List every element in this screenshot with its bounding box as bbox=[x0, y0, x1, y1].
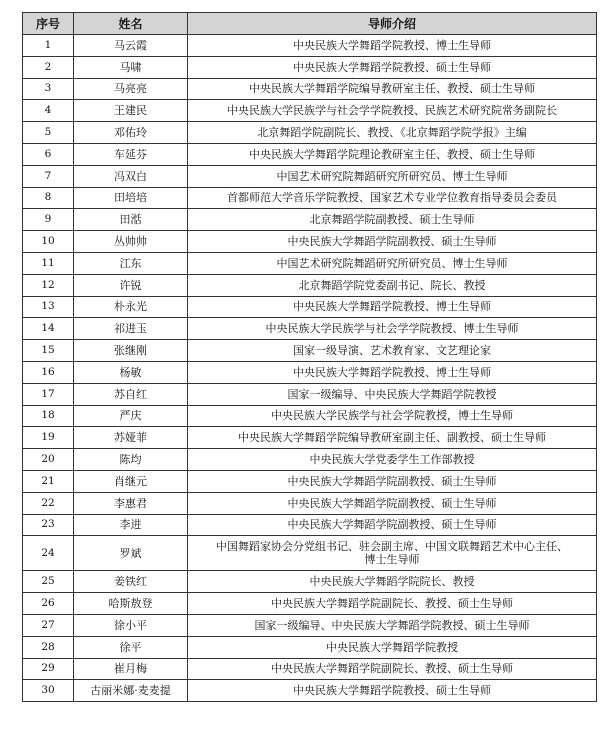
mentor-intro: 中央民族大学舞蹈学院教授、博士生导师 bbox=[188, 361, 597, 383]
mentor-intro-line: 中国舞蹈家协会分党组书记、驻会副主席、中国文联舞蹈艺术中心主任、 bbox=[216, 540, 568, 554]
table-row bbox=[23, 35, 597, 57]
mentor-intro: 中国艺术研究院舞蹈研究所研究员、博士生导师 bbox=[188, 252, 597, 274]
mentor-intro: 中央民族大学舞蹈学院教授、硕士生导师 bbox=[188, 56, 597, 78]
mentor-intro bbox=[188, 536, 597, 571]
mentor-name: 张继刚 bbox=[74, 340, 188, 362]
table-row bbox=[23, 296, 597, 318]
mentor-name: 李惠君 bbox=[74, 492, 188, 514]
table-row bbox=[23, 470, 597, 492]
mentor-intro: 中央民族大学舞蹈学院教授、硕士生导师 bbox=[188, 680, 597, 702]
mentor-intro: 北京舞蹈学院副院长、教授、《北京舞蹈学院学报》主编 bbox=[188, 122, 597, 144]
row-number: 9 bbox=[23, 209, 74, 231]
mentor-name: 严庆 bbox=[74, 405, 188, 427]
row-number: 26 bbox=[23, 593, 74, 615]
table-row bbox=[23, 318, 597, 340]
mentor-name: 朴永光 bbox=[74, 296, 188, 318]
table-row bbox=[23, 492, 597, 514]
row-number: 15 bbox=[23, 340, 74, 362]
mentor-name: 江东 bbox=[74, 252, 188, 274]
mentor-table bbox=[22, 12, 597, 702]
table-row bbox=[23, 405, 597, 427]
row-number: 24 bbox=[23, 536, 74, 571]
table-row bbox=[23, 165, 597, 187]
mentor-intro: 中央民族大学舞蹈学院编导教研室副主任、副教授、硕士生导师 bbox=[188, 427, 597, 449]
mentor-intro: 国家一级导演、艺术教育家、文艺理论家 bbox=[188, 340, 597, 362]
mentor-intro: 国家一级编导、中央民族大学舞蹈学院教授 bbox=[188, 383, 597, 405]
mentor-intro: 中央民族大学舞蹈学院教授、博士生导师 bbox=[188, 296, 597, 318]
mentor-name: 田培培 bbox=[74, 187, 188, 209]
mentor-name: 罗斌 bbox=[74, 536, 188, 571]
table-row bbox=[23, 680, 597, 702]
mentor-name: 徐平 bbox=[74, 636, 188, 658]
row-number: 13 bbox=[23, 296, 74, 318]
mentor-name: 陈均 bbox=[74, 449, 188, 471]
mentor-name: 古丽米娜·麦麦提 bbox=[74, 680, 188, 702]
mentor-name: 邓佑玲 bbox=[74, 122, 188, 144]
mentor-intro: 中央民族大学舞蹈学院副院长、教授、硕士生导师 bbox=[188, 593, 597, 615]
mentor-name: 杨敏 bbox=[74, 361, 188, 383]
table-row bbox=[23, 658, 597, 680]
mentor-intro: 中央民族大学民族学与社会学学院教授、民族艺术研究院常务副院长 bbox=[188, 100, 597, 122]
table-row bbox=[23, 636, 597, 658]
mentor-intro: 中央民族大学舞蹈学院副教授、硕士生导师 bbox=[188, 231, 597, 253]
mentor-intro: 国家一级编导、中央民族大学舞蹈学院教授、硕士生导师 bbox=[188, 614, 597, 636]
mentor-intro-line: 博士生导师 bbox=[364, 553, 420, 567]
row-number: 20 bbox=[23, 449, 74, 471]
mentor-intro: 中央民族大学民族学与社会学院教授，博士生导师 bbox=[188, 405, 597, 427]
mentor-name: 徐小平 bbox=[74, 614, 188, 636]
row-number: 3 bbox=[23, 78, 74, 100]
table-row bbox=[23, 122, 597, 144]
row-number: 12 bbox=[23, 274, 74, 296]
table-row bbox=[23, 340, 597, 362]
row-number: 25 bbox=[23, 571, 74, 593]
mentor-name: 马云霞 bbox=[74, 35, 188, 57]
row-number: 8 bbox=[23, 187, 74, 209]
mentor-name: 祁进玉 bbox=[74, 318, 188, 340]
row-number: 10 bbox=[23, 231, 74, 253]
table-row bbox=[23, 143, 597, 165]
mentor-name: 肖继元 bbox=[74, 470, 188, 492]
row-number: 16 bbox=[23, 361, 74, 383]
header-number: 序号 bbox=[23, 13, 74, 35]
mentor-name: 苏自红 bbox=[74, 383, 188, 405]
mentor-name: 马啸 bbox=[74, 56, 188, 78]
table-row bbox=[23, 209, 597, 231]
mentor-intro: 北京舞蹈学院党委副书记、院长、教授 bbox=[188, 274, 597, 296]
row-number: 17 bbox=[23, 383, 74, 405]
row-number: 7 bbox=[23, 165, 74, 187]
row-number: 22 bbox=[23, 492, 74, 514]
header-introduction: 导师介绍 bbox=[188, 13, 597, 35]
mentor-intro: 北京舞蹈学院副教授、硕士生导师 bbox=[188, 209, 597, 231]
table-row bbox=[23, 614, 597, 636]
table-row bbox=[23, 274, 597, 296]
mentor-name: 苏娅菲 bbox=[74, 427, 188, 449]
table-row bbox=[23, 571, 597, 593]
row-number: 23 bbox=[23, 514, 74, 536]
mentor-intro: 中央民族大学舞蹈学院编导教研室主任、教授、硕士生导师 bbox=[188, 78, 597, 100]
table-row bbox=[23, 383, 597, 405]
row-number: 30 bbox=[23, 680, 74, 702]
row-number: 1 bbox=[23, 35, 74, 57]
mentor-table-container bbox=[22, 12, 596, 702]
mentor-intro: 中央民族大学舞蹈学院副教授、硕士生导师 bbox=[188, 492, 597, 514]
row-number: 29 bbox=[23, 658, 74, 680]
table-row bbox=[23, 449, 597, 471]
mentor-name: 哈斯敖登 bbox=[74, 593, 188, 615]
table-row bbox=[23, 361, 597, 383]
mentor-name: 冯双白 bbox=[74, 165, 188, 187]
table-row bbox=[23, 514, 597, 536]
row-number: 2 bbox=[23, 56, 74, 78]
mentor-intro: 中央民族大学舞蹈学院教授、博士生导师 bbox=[188, 35, 597, 57]
row-number: 6 bbox=[23, 143, 74, 165]
mentor-name: 马亮亮 bbox=[74, 78, 188, 100]
table-row bbox=[23, 231, 597, 253]
mentor-name: 田湉 bbox=[74, 209, 188, 231]
mentor-name: 姜铁红 bbox=[74, 571, 188, 593]
table-row bbox=[23, 187, 597, 209]
table-row bbox=[23, 252, 597, 274]
row-number: 14 bbox=[23, 318, 74, 340]
row-number: 28 bbox=[23, 636, 74, 658]
row-number: 4 bbox=[23, 100, 74, 122]
mentor-intro: 中央民族大学舞蹈学院理论教研室主任、教授、硕士生导师 bbox=[188, 143, 597, 165]
mentor-intro: 中央民族大学舞蹈学院院长、教授 bbox=[188, 571, 597, 593]
mentor-name: 李进 bbox=[74, 514, 188, 536]
mentor-intro: 中央民族大学党委学生工作部教授 bbox=[188, 449, 597, 471]
table-header-row bbox=[23, 13, 597, 35]
mentor-intro: 中央民族大学舞蹈学院副教授、硕士生导师 bbox=[188, 514, 597, 536]
row-number: 27 bbox=[23, 614, 74, 636]
table-row bbox=[23, 100, 597, 122]
mentor-name: 崔月梅 bbox=[74, 658, 188, 680]
mentor-intro: 中央民族大学舞蹈学院副教授、硕士生导师 bbox=[188, 470, 597, 492]
row-number: 21 bbox=[23, 470, 74, 492]
table-row bbox=[23, 593, 597, 615]
table-row bbox=[23, 536, 597, 571]
table-row bbox=[23, 78, 597, 100]
mentor-intro: 中央民族大学舞蹈学院教授 bbox=[188, 636, 597, 658]
row-number: 19 bbox=[23, 427, 74, 449]
mentor-name: 丛帅帅 bbox=[74, 231, 188, 253]
mentor-intro: 中国艺术研究院舞蹈研究所研究员、博士生导师 bbox=[188, 165, 597, 187]
header-name: 姓名 bbox=[74, 13, 188, 35]
mentor-intro: 中央民族大学民族学与社会学学院教授、博士生导师 bbox=[188, 318, 597, 340]
mentor-name: 车延芬 bbox=[74, 143, 188, 165]
table-row bbox=[23, 56, 597, 78]
mentor-name: 王建民 bbox=[74, 100, 188, 122]
table-row bbox=[23, 427, 597, 449]
row-number: 11 bbox=[23, 252, 74, 274]
mentor-intro: 首都师范大学音乐学院教授、国家艺术专业学位教育指导委员会委员 bbox=[188, 187, 597, 209]
mentor-name: 许锐 bbox=[74, 274, 188, 296]
row-number: 5 bbox=[23, 122, 74, 144]
mentor-intro: 中央民族大学舞蹈学院副院长、教授、硕士生导师 bbox=[188, 658, 597, 680]
row-number: 18 bbox=[23, 405, 74, 427]
